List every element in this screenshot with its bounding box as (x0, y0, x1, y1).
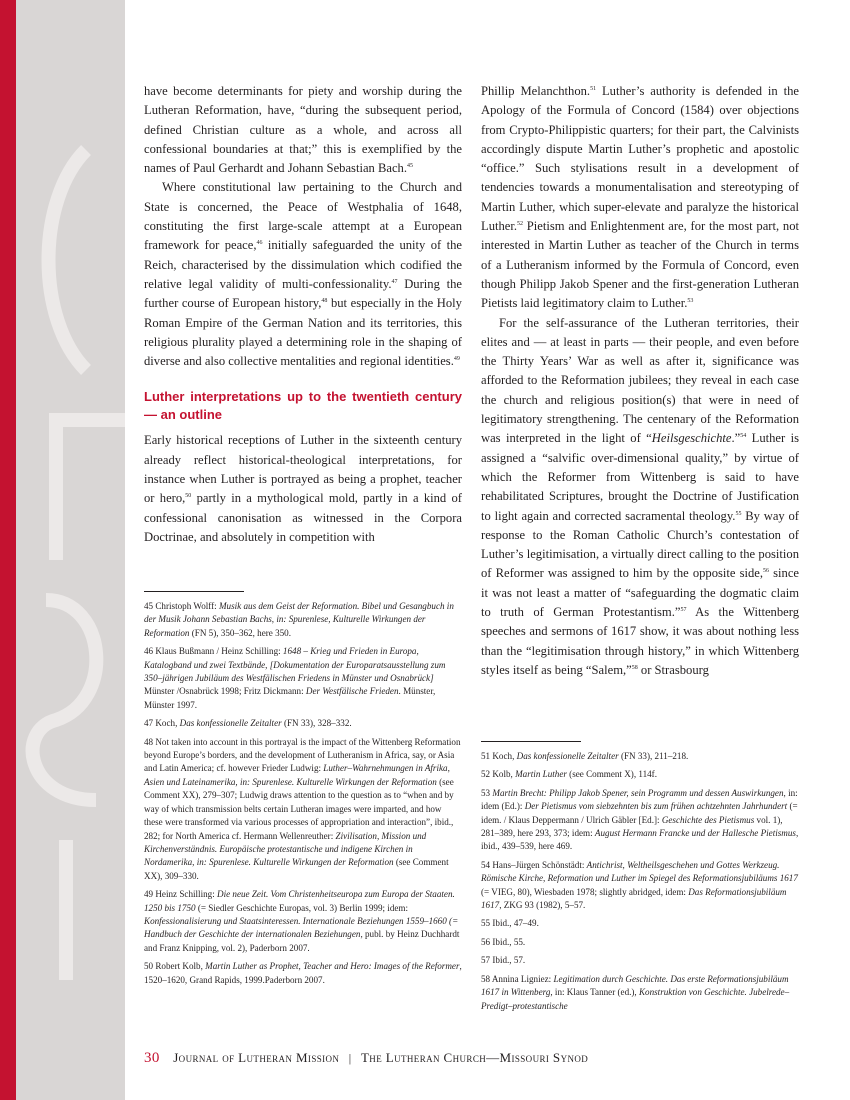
text-run: 54 Hans–Jürgen Schönstädt: (481, 859, 587, 870)
italic-text: Das Reformationsjubiläum 1617 (481, 886, 787, 911)
text-run: , in: Klaus Tanner (ed.), (550, 987, 639, 998)
red-margin-stripe (0, 0, 16, 1100)
footnote-ref: 49 (453, 355, 460, 362)
text-run: initially safeguarded the unity of the Reich, characterised by the dissimulation which codified the relative legal validity of multi-confessionality. (144, 238, 462, 291)
footnote (144, 736, 462, 883)
text-run: Where constitutional law pertaining to the Church and State is concerned, the Peace of Westphalia of 1648, constituting the first large-scale attempt at a European framework for peace, (144, 180, 462, 253)
footnote (144, 888, 462, 955)
italic-text: Martin Brecht: Philipp Jakob Spener, sein Programm und dessen Auswirkungen (492, 787, 784, 798)
watermark-icon (16, 0, 125, 1100)
text-run: Phillip Melanchthon. (481, 84, 591, 98)
footnote-ref: 54 (740, 433, 747, 440)
footnote (144, 717, 462, 730)
text-run: Luther is assigned a “salvific over-dimensional quality,” by virtue of which the Reformer from Wittenberg is said to have rehabilitated Scriptures, brought the Doctrine of Justification to light again and corrected sacramental theology. (481, 431, 799, 523)
text-run: 45 Christoph Wolff: (144, 601, 219, 611)
italic-text: Die neue Zeit. Vom Christenheitseuropa zum Europa der Staaten. 1250 bis 1750 (144, 889, 455, 913)
text-run: 49 Heinz Schilling: (144, 889, 217, 900)
italic-text: Heilsgeschichte (651, 431, 732, 446)
text-run: Münster /Osnabrück 1998; Fritz Dickmann: (144, 686, 306, 697)
text-run: (= VIEG, 80), Wiesbaden 1978; slightly abridged, idem: (481, 886, 689, 897)
text-run: 50 Robert Kolb, (144, 961, 206, 972)
footnote-ref: 50 (185, 493, 192, 500)
italic-text: Martin Luther (515, 769, 567, 780)
text-run: (FN 33), 211–218. (618, 751, 689, 761)
footnote-ref: 45 (407, 163, 413, 169)
text-run: partly in a mythological mold, partly in a kind of confessional canonisation as witnessed in the Corpora Doctrinae, and absolutely in competition with (144, 491, 462, 544)
text-run: . Münster, Münster 1997. (144, 686, 436, 710)
left-column (144, 82, 462, 547)
italic-text: Das konfessionelle Zeitalter (516, 751, 619, 761)
page-number: 30 (144, 1050, 160, 1066)
footnote-ref: 52 (517, 220, 524, 227)
text-run: , ibid., 439–539, here 469. (481, 828, 799, 852)
text-run: Pietism and Enlightenment are, for the most part, not interested in Martin Luther as teacher of the Church in terms of a Lutheranism informed by the Formula of Concord, even though Philipp Jakob Spener and the first-generation Lutheran Pietists laid legitimatory claim to Luther. (481, 219, 799, 311)
italic-text: Martin Luther as Prophet, Teacher and Hero: Images of the Reformer (205, 961, 460, 972)
text-run: (see Comment X), 114f. (566, 769, 657, 780)
text-run: During the further course of European history, (144, 276, 462, 311)
text-run: (see Comment XX), 279–307; Ludwig draws attention to the question as to “when and by way of which transmission belts certain Lutheran images were imparted, and how these were transformed via various processes of appropriation and interaction”, ibid., 282; for North America cf. Hermann Wellenreuther: (144, 776, 454, 841)
paragraph (481, 82, 799, 314)
text-run: As the Wittenberg speeches and sermons of 1617 show, it was about nothing less than the “legitimisation through history,” in which Wittenberg styles itself as being “Salem,” (481, 605, 799, 677)
italic-text: Der Westfälische Frieden (305, 686, 399, 697)
text-run: 58 Annina Ligniez: (481, 973, 554, 984)
right-body-text (481, 82, 799, 680)
paragraph (144, 431, 462, 547)
footnote (481, 787, 799, 854)
text-run: Luther’s authority is defended in the Apology of the Formula of Concord (1584) over objections from Crypto-Philippistic quarters; for their part, the Calvinists accordingly dispute Martin Luther’s prophetic and apostolic “office.” Such stylisations result in a development of tendencies towards a monumentalisation and stereotyping of Martin Luther, which super-elevate and paralyze the historical Luther. (481, 84, 799, 234)
footnote (481, 936, 799, 949)
footnote (144, 960, 462, 987)
footnote-ref: 51 (590, 85, 597, 92)
italic-text: Antichrist, Weltheilsgeschehen und Gottes Werkzeug. Römische Kirche, Reformation und Luther im Spiegel des Reformationsjubiläums 1617 (481, 859, 798, 884)
italic-text: 1648 – Krieg und Frieden in Europa, Katalogband und zwei Textbände, [Dokumentation der Europaratsausstellung zum 350–jährigen Jubiläum des Westfälischen Friedens in Münster und Osnabrück] (144, 646, 446, 684)
footnote-ref: 56 (763, 568, 770, 575)
text-run: 56 Ibid., 55. (481, 936, 526, 947)
text-run: or Strasbourg (637, 662, 709, 677)
footnote (144, 645, 462, 712)
text-run: 48 Not taken into account in this portrayal is the impact of the Wittenberg Reformation beyond Europe’s borders, and the development of Lutheranism in Africa, say, or Asia and Latin America; cf. however Frieder Ludwig: (144, 736, 461, 774)
footnote-rule (144, 591, 244, 592)
text-run: vol. 1), 281–389, here 293, 373; idem: (481, 814, 783, 839)
footer-separator: | (348, 1051, 352, 1065)
text-run: By way of response to the Roman Catholic Church’s contestation of Luther’s legitimisation, a virtually direct calling to the position of Reformer was assigned to him by the opposite side, (481, 508, 799, 581)
journal-title: Journal of Lutheran Mission (173, 1050, 340, 1065)
section-heading: Luther interpretations up to the twentieth century — an outline (144, 389, 462, 423)
footnotes-left (144, 591, 462, 992)
footnote-ref: 55 (735, 510, 742, 517)
footnotes-right (481, 741, 799, 1018)
footnote-ref: 48 (321, 298, 328, 305)
text-run: 51 Koch, (481, 751, 517, 761)
text-run: (see Comment XX), 309–330. (144, 857, 449, 881)
text-run: , in: idem (Ed.): (481, 787, 798, 812)
paragraph (144, 178, 462, 371)
italic-text: Luther–Wahrnehmungen in Afrika, Asien und Lateinamerika, in: Spurenlese. Kulturelle Wirkungen der Reformation (144, 763, 450, 787)
footnote (144, 600, 462, 640)
footnote-ref: 53 (687, 298, 694, 305)
footnote-ref: 47 (391, 278, 398, 285)
italic-text: August Hermann Francke und der Hallesche Pietismus (594, 828, 796, 839)
text-run: 53 (481, 787, 493, 798)
text-run: .” (731, 431, 741, 446)
footnote (481, 750, 799, 763)
footnote (481, 954, 799, 967)
text-run: but especially in the Holy Roman Empire of the German Nation and its territories, this religious plurality played a determining role in the shaping of diverse and also collective mentalities and regional identities. (144, 296, 462, 369)
italic-text: Zivilisation, Mission und Kirchenverständnis. Europäische protestantische und indigene Kirchen in Nordamerika, in: Spurenlese. Kulturelle Wirkungen der Reformation (144, 830, 427, 868)
publisher-name: The Lutheran Church—Missouri Synod (360, 1050, 589, 1065)
text-run: (FN 5), 350–362, here 350. (189, 627, 292, 638)
page-footer (144, 1050, 824, 1067)
paragraph (481, 314, 799, 681)
footnote (481, 768, 799, 781)
footnote-rule (481, 741, 581, 742)
text-run: 57 Ibid., 57. (481, 955, 526, 966)
text-run: 55 Ibid., 47–49. (481, 918, 539, 929)
italic-text: Geschichte des Pietismus (661, 814, 755, 825)
footnote-ref: 57 (680, 606, 687, 613)
text-run: Early historical receptions of Luther in the sixteenth century already reflect historical-theological interpretations, for instance when Luther is portrayed as being a prophet, teacher or hero, (144, 433, 462, 506)
italic-text: Legitimation durch Geschichte. Das erste Reformationsjubiläum 1617 in Wittenberg (481, 973, 789, 998)
footnote (481, 917, 799, 930)
footnote (481, 973, 799, 1013)
italic-text: Konstruktion von Geschichte. Jubelrede–Predigt–protestantische (481, 987, 790, 1011)
footnote (481, 859, 799, 913)
text-run: (= idem. / Klaus Deppermann / Ulrich Gäbler [Ed.]: (481, 801, 798, 825)
paragraph (144, 82, 462, 178)
footnote-ref: 58 (631, 664, 638, 671)
text-run: , ZKG 93 (1982), 5–57. (499, 900, 586, 911)
italic-text: Das konfessionelle Zeitalter (179, 718, 282, 729)
text-run: (FN 33), 328–332. (281, 718, 352, 729)
left-body-text (144, 82, 462, 547)
italic-text: Musik aus dem Geist der Reformation. Bibel und Gesangbuch in der Musik Johann Sebastian Bachs, in: Spurenlese, Kulturelle Wirkungen der Reformation (144, 601, 454, 638)
text-run: 52 Kolb, (481, 769, 516, 780)
text-run: since it was not least a matter of “safeguarding the dogmatic claim to truth of German Protestantism.” (481, 566, 800, 620)
text-run: , publ. by Heinz Duchhardt and Franz Knipping, vol. 2), Paderborn 2007. (144, 929, 460, 953)
text-run: (= Siedler Geschichte Europas, vol. 3) Berlin 1999; idem: (195, 902, 409, 913)
italic-text: Konfessionalisierung und Staatsinteressen. Internationale Beziehungen 1559–1660 (= Handbuch der Geschichte der internationalen Beziehungen (144, 915, 459, 940)
gray-margin-band (16, 0, 125, 1100)
italic-text: Der Pietismus vom siebzehnten bis zum frühen achtzehnten Jahrhundert (524, 801, 788, 812)
text-run: , 1520–1620, Grand Rapids, 1999.Paderborn 2007. (144, 961, 462, 985)
text-run: 46 Klaus Bußmann / Heinz Schilling: (144, 646, 283, 657)
text-run: 47 Koch, (144, 718, 180, 729)
footnote-ref: 46 (256, 240, 263, 247)
text-run: For the self-assurance of the Lutheran territories, their elites and — at least in parts — their people, and even before the Thirty Years’ War as well as after it, significance was afforded to the Reformation jubilees; they reveal in each case the church and religious position(s) that were in need of legitimatory strengthening. The centenary of the Reformation was interpreted in the light of “ (481, 315, 799, 446)
text-run: have become determinants for piety and worship during the Lutheran Reformation, have, “during the subsequent period, defined Christian culture as a whole, and across all confessional boundaries at that;” this is exemplified by the names of Paul Gerhardt and Johann Sebastian Bach. (144, 84, 462, 176)
right-column (481, 82, 799, 680)
